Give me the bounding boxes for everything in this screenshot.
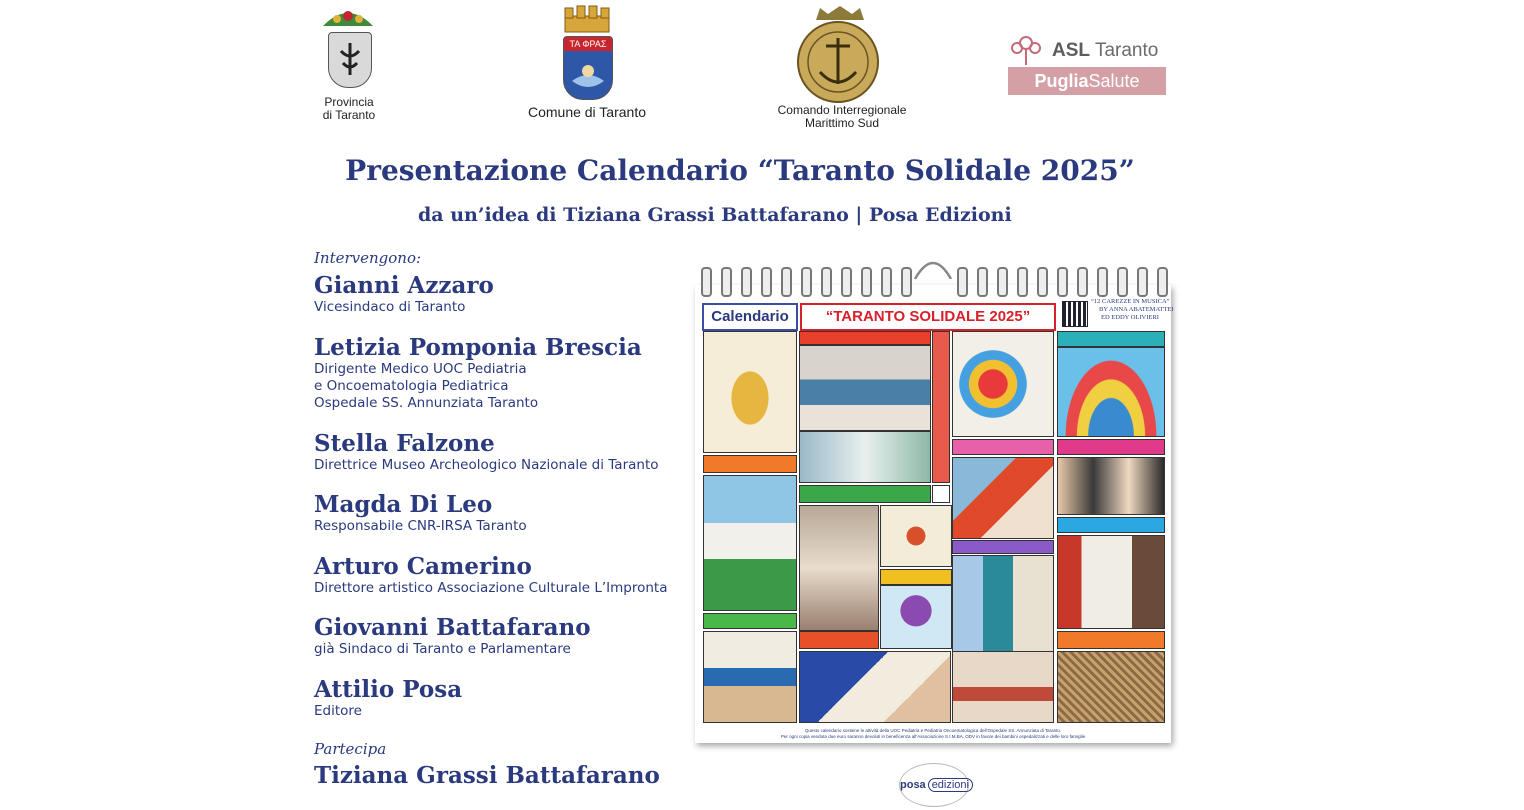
color-bar	[1057, 631, 1165, 649]
posa-edizioni-logo: posa edizioni	[899, 763, 969, 807]
color-bar	[703, 613, 797, 629]
comune-caption: Comune di Taranto	[527, 104, 647, 120]
puglia-salute-bar: PugliaSalute	[1008, 67, 1166, 95]
color-bar	[880, 569, 952, 585]
partecipa-label: Partecipa	[314, 740, 387, 758]
speaker-role: già Sindaco di Taranto e Parlamentare	[314, 641, 571, 657]
partecipa-name: Tiziana Grassi Battafarano	[314, 762, 660, 789]
speaker-name: Stella Falzone	[314, 430, 495, 457]
color-bar	[932, 331, 950, 483]
calendar-photo-octopus	[880, 585, 952, 649]
comune-crown-icon	[563, 4, 611, 34]
calendar-ring-icon	[1037, 267, 1048, 297]
color-bar	[1057, 331, 1165, 347]
calendar-ring-icon	[861, 267, 872, 297]
color-bar	[799, 485, 931, 503]
calendar-photo-doctors	[952, 555, 1054, 653]
calendar-photo-hands	[799, 651, 951, 723]
intervengono-label: Intervengono:	[314, 249, 422, 267]
color-bar	[799, 331, 931, 345]
calendar-ring-icon	[881, 267, 892, 297]
speaker-role: Vicesindaco di Taranto	[314, 299, 466, 315]
color-bar	[1057, 439, 1165, 455]
provincia-caption: Provincia di Taranto	[322, 95, 376, 122]
speaker-role: Direttrice Museo Archeologico Nazionale di Taranto	[314, 457, 659, 473]
calendar-ring-icon	[821, 267, 832, 297]
calendar-photo-colors	[952, 331, 1054, 437]
calendar-ring-icon	[1097, 267, 1108, 297]
calendar-subtitle: “12 CAREZZE IN MUSICA” BY ANNA ABATEMATTEI ED EDDY OLIVIERI	[1091, 298, 1174, 321]
comune-shield-icon	[563, 36, 613, 100]
calendar-ring-icon	[721, 267, 732, 297]
speaker-role: Dirigente Medico UOC Pediatria e Oncoematologia Pediatrica Ospedale SS. Annunziata Taranto	[314, 361, 539, 411]
speaker-role: Responsabile CNR-IRSA Taranto	[314, 518, 527, 534]
calendar-photo-rainbow	[1057, 347, 1165, 437]
calendar-ring-icon	[1157, 267, 1168, 297]
calendar-photo-group	[799, 345, 931, 431]
speaker-name: Arturo Camerino	[314, 553, 532, 580]
calendar-photo-art	[799, 505, 879, 631]
page-title: Presentazione Calendario “Taranto Solidale 2025”	[345, 154, 1135, 187]
calendar-photo-vase	[703, 331, 797, 453]
calendar-ring-icon	[1057, 267, 1068, 297]
speaker-name: Letizia Pomponia Brescia	[314, 334, 642, 361]
comando-caption: Comando Interregionale Marittimo Sud	[777, 103, 907, 130]
calendar-ring-icon	[1137, 267, 1148, 297]
speaker-role: Editore	[314, 703, 362, 719]
calendar-photo-fish	[952, 457, 1054, 539]
calendar-photo-boat	[703, 631, 797, 723]
calendar-photo-ship	[952, 651, 1054, 723]
asl-tree-icon	[1008, 33, 1044, 67]
provincia-crown-icon	[319, 6, 377, 28]
calendar-ring-icon	[997, 267, 1008, 297]
calendar-footer: Questo calendario sostiene le attività della UOC Pediatria e Pediatria Oncoematologica dell’Ospedale SS. Annunziata di Taranto. Per ogni copia venduta due euro saranno devoluti in beneficenza all’Associazione S.I.M.BA. ODV in favore dei bambini ospedalizzati e delle loro famiglie	[780, 728, 1086, 739]
page-subtitle: da un’idea di Tiziana Grassi Battafarano | Posa Edizioni	[418, 204, 1012, 226]
calendar-photo-butterfly	[880, 505, 952, 567]
speaker-name: Attilio Posa	[314, 676, 463, 703]
color-bar	[952, 540, 1054, 554]
calendar-ring-icon	[781, 267, 792, 297]
calendar-ring-icon	[741, 267, 752, 297]
calendar-photo-painting	[799, 431, 931, 483]
speaker-5	[314, 554, 667, 597]
speaker-role: Direttore artistico Associazione Culturale L’Impronta	[314, 580, 668, 596]
speaker-6	[314, 615, 591, 658]
color-bar	[952, 439, 1054, 455]
calendar-photo-people	[1057, 457, 1165, 515]
speaker-7	[314, 677, 462, 720]
calendar-photo-basket	[1057, 651, 1165, 723]
qr-code-icon	[1062, 301, 1088, 327]
calendar-ring-icon	[901, 267, 912, 297]
comune-shield-text: ΤΑ ΦΡΑΣ	[564, 37, 612, 51]
calendar-ring-icon	[761, 267, 772, 297]
provincia-shield-icon	[328, 32, 372, 88]
calendar-photo-girl	[1057, 535, 1165, 629]
calendar-hanger-icon	[913, 255, 953, 279]
color-bar	[799, 631, 879, 649]
comando-anchor-emblem-icon	[796, 20, 880, 104]
color-bar	[1057, 517, 1165, 533]
calendar-ring-icon	[957, 267, 968, 297]
calendar-image	[695, 285, 1174, 743]
calendar-title: “TARANTO SOLIDALE 2025”	[800, 303, 1056, 331]
calendar-ring-icon	[701, 267, 712, 297]
speaker-2	[314, 335, 642, 412]
calendar-ring-icon	[977, 267, 988, 297]
speaker-name: Giovanni Battafarano	[314, 614, 591, 641]
calendar-ring-icon	[1017, 267, 1028, 297]
speaker-name: Gianni Azzaro	[314, 272, 494, 299]
speaker-name: Magda Di Leo	[314, 491, 493, 518]
calendar-ring-icon	[841, 267, 852, 297]
color-bar	[932, 485, 950, 503]
asl-name: ASL Taranto	[1052, 40, 1159, 61]
calendar-ring-icon	[1117, 267, 1128, 297]
speaker-4	[314, 492, 527, 535]
speaker-3	[314, 431, 659, 474]
calendar-ring-icon	[801, 267, 812, 297]
calendar-label: Calendario	[702, 303, 798, 331]
calendar-ring-icon	[1077, 267, 1088, 297]
color-bar	[703, 455, 797, 473]
calendar-photo-trullo	[703, 475, 797, 611]
speaker-1	[314, 273, 494, 316]
